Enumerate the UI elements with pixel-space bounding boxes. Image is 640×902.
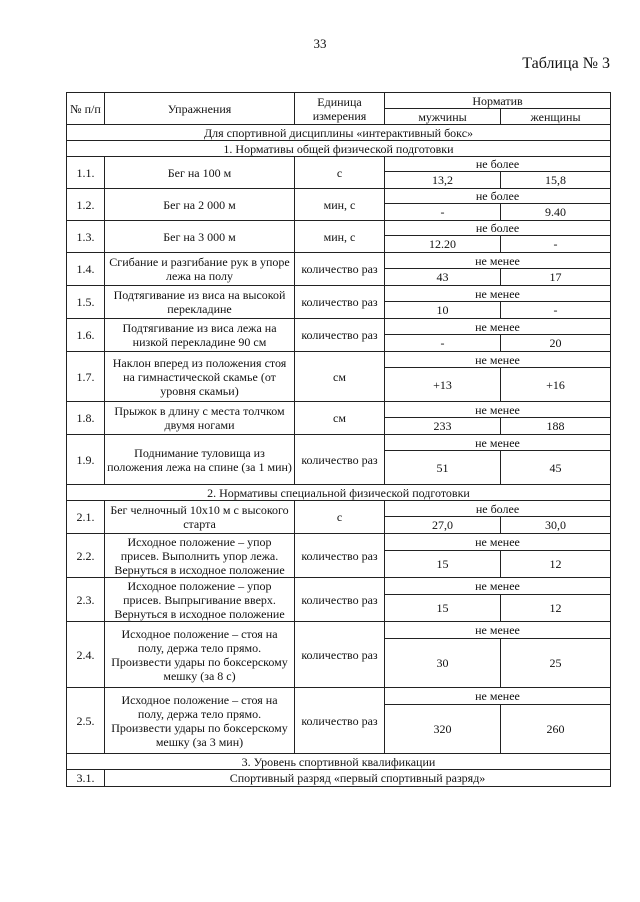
unit-cell: мин, с [295, 221, 385, 253]
row-num: 1.4. [67, 253, 105, 286]
qualifier-cell: не менее [385, 286, 611, 302]
women-value: 12 [501, 595, 611, 622]
table-row [67, 319, 611, 335]
men-value: - [385, 204, 501, 221]
row-num: 2.3. [67, 578, 105, 622]
unit-cell: количество раз [295, 578, 385, 622]
table-row [67, 189, 611, 204]
exercise-name: Исходное положение – упор присев. Выпрыгивание вверх. Вернуться в исходное положение [105, 578, 295, 622]
table-row [67, 221, 611, 236]
qualifier-cell: не менее [385, 352, 611, 368]
unit-cell: количество раз [295, 435, 385, 485]
header-unit: Единица измерения [295, 93, 385, 125]
women-value: - [501, 302, 611, 319]
women-value: 45 [501, 451, 611, 485]
unit-cell: количество раз [295, 253, 385, 286]
exercise-name: Бег на 100 м [105, 157, 295, 189]
unit-cell: количество раз [295, 286, 385, 319]
men-value: 43 [385, 269, 501, 286]
section-title: 3. Уровень спортивной квалификации [67, 754, 611, 770]
exercise-name: Подтягивание из виса на высокой перекладине [105, 286, 295, 319]
row-num: 1.6. [67, 319, 105, 352]
qualifier-cell: не более [385, 189, 611, 204]
women-value: 17 [501, 269, 611, 286]
qualifier-cell: не менее [385, 578, 611, 595]
men-value: - [385, 335, 501, 352]
norms-table [66, 92, 611, 787]
header-men: мужчины [385, 109, 501, 125]
women-value: 25 [501, 639, 611, 688]
women-value: - [501, 236, 611, 253]
men-value: 13,2 [385, 172, 501, 189]
qualifier-cell: не менее [385, 534, 611, 551]
row-num: 2.2. [67, 534, 105, 578]
row-num: 2.5. [67, 688, 105, 754]
table-caption: Таблица № 3 [522, 55, 610, 72]
table-row [67, 534, 611, 551]
women-value: 15,8 [501, 172, 611, 189]
unit-cell: количество раз [295, 688, 385, 754]
table-row [67, 501, 611, 517]
exercise-name: Бег челночный 10х10 м с высокого старта [105, 501, 295, 534]
qualification-text: Спортивный разряд «первый спортивный разряд» [105, 770, 611, 787]
table-row [67, 352, 611, 368]
exercise-name: Исходное положение – стоя на полу, держа тело прямо. Произвести удары по боксерскому мешку (за 8 с) [105, 622, 295, 688]
header-norm: Норматив [385, 93, 611, 109]
exercise-name: Исходное положение – стоя на полу, держа тело прямо. Произвести удары по боксерскому мешку (за 3 мин) [105, 688, 295, 754]
unit-cell: мин, с [295, 189, 385, 221]
table-row [67, 435, 611, 451]
section-title: 2. Нормативы специальной физической подготовки [67, 485, 611, 501]
exercise-name: Сгибание и разгибание рук в упоре лежа на полу [105, 253, 295, 286]
qualifier-cell: не менее [385, 319, 611, 335]
page-number: 33 [313, 36, 327, 51]
header-num: № п/п [67, 93, 105, 125]
men-value: 30 [385, 639, 501, 688]
row-num: 1.3. [67, 221, 105, 253]
exercise-name: Поднимание туловища из положения лежа на спине (за 1 мин) [105, 435, 295, 485]
unit-cell: см [295, 402, 385, 435]
women-value: 30,0 [501, 517, 611, 534]
table-row [67, 286, 611, 302]
row-num: 1.8. [67, 402, 105, 435]
qualifier-cell: не менее [385, 435, 611, 451]
unit-cell: с [295, 501, 385, 534]
women-value: 12 [501, 551, 611, 578]
unit-cell: количество раз [295, 534, 385, 578]
unit-cell: с [295, 157, 385, 189]
row-num: 1.1. [67, 157, 105, 189]
women-value: 188 [501, 418, 611, 435]
table-row [67, 622, 611, 639]
qualifier-cell: не менее [385, 402, 611, 418]
header-women: женщины [501, 109, 611, 125]
men-value: 15 [385, 551, 501, 578]
women-value: +16 [501, 368, 611, 402]
row-num: 3.1. [67, 770, 105, 787]
table-row [67, 688, 611, 705]
men-value: 51 [385, 451, 501, 485]
unit-cell: см [295, 352, 385, 402]
women-value: 260 [501, 705, 611, 754]
men-value: 320 [385, 705, 501, 754]
women-value: 9.40 [501, 204, 611, 221]
exercise-name: Наклон вперед из положения стоя на гимнастической скамье (от уровня скамьи) [105, 352, 295, 402]
row-num: 2.4. [67, 622, 105, 688]
exercise-name: Исходное положение – упор присев. Выполнить упор лежа. Вернуться в исходное положение [105, 534, 295, 578]
exercise-name: Бег на 3 000 м [105, 221, 295, 253]
row-num: 1.7. [67, 352, 105, 402]
table-row [67, 157, 611, 172]
header-exercise: Упражнения [105, 93, 295, 125]
men-value: 15 [385, 595, 501, 622]
row-num: 2.1. [67, 501, 105, 534]
section-title: 1. Нормативы общей физической подготовки [67, 141, 611, 157]
men-value: 10 [385, 302, 501, 319]
exercise-name: Подтягивание из виса лежа на низкой перекладине 90 см [105, 319, 295, 352]
men-value: 233 [385, 418, 501, 435]
table-row [67, 402, 611, 418]
qualifier-cell: не менее [385, 622, 611, 639]
qualifier-cell: не более [385, 157, 611, 172]
qualifier-cell: не менее [385, 253, 611, 269]
discipline-row: Для спортивной дисциплины «интерактивный бокс» [67, 125, 611, 141]
exercise-name: Прыжок в длину с места толчком двумя ногами [105, 402, 295, 435]
row-num: 1.9. [67, 435, 105, 485]
qualifier-cell: не более [385, 501, 611, 517]
table-row [67, 578, 611, 595]
qualifier-cell: не более [385, 221, 611, 236]
men-value: 12.20 [385, 236, 501, 253]
qualifier-cell: не менее [385, 688, 611, 705]
row-num: 1.2. [67, 189, 105, 221]
unit-cell: количество раз [295, 319, 385, 352]
men-value: 27,0 [385, 517, 501, 534]
women-value: 20 [501, 335, 611, 352]
unit-cell: количество раз [295, 622, 385, 688]
row-num: 1.5. [67, 286, 105, 319]
table-row [67, 253, 611, 269]
exercise-name: Бег на 2 000 м [105, 189, 295, 221]
men-value: +13 [385, 368, 501, 402]
